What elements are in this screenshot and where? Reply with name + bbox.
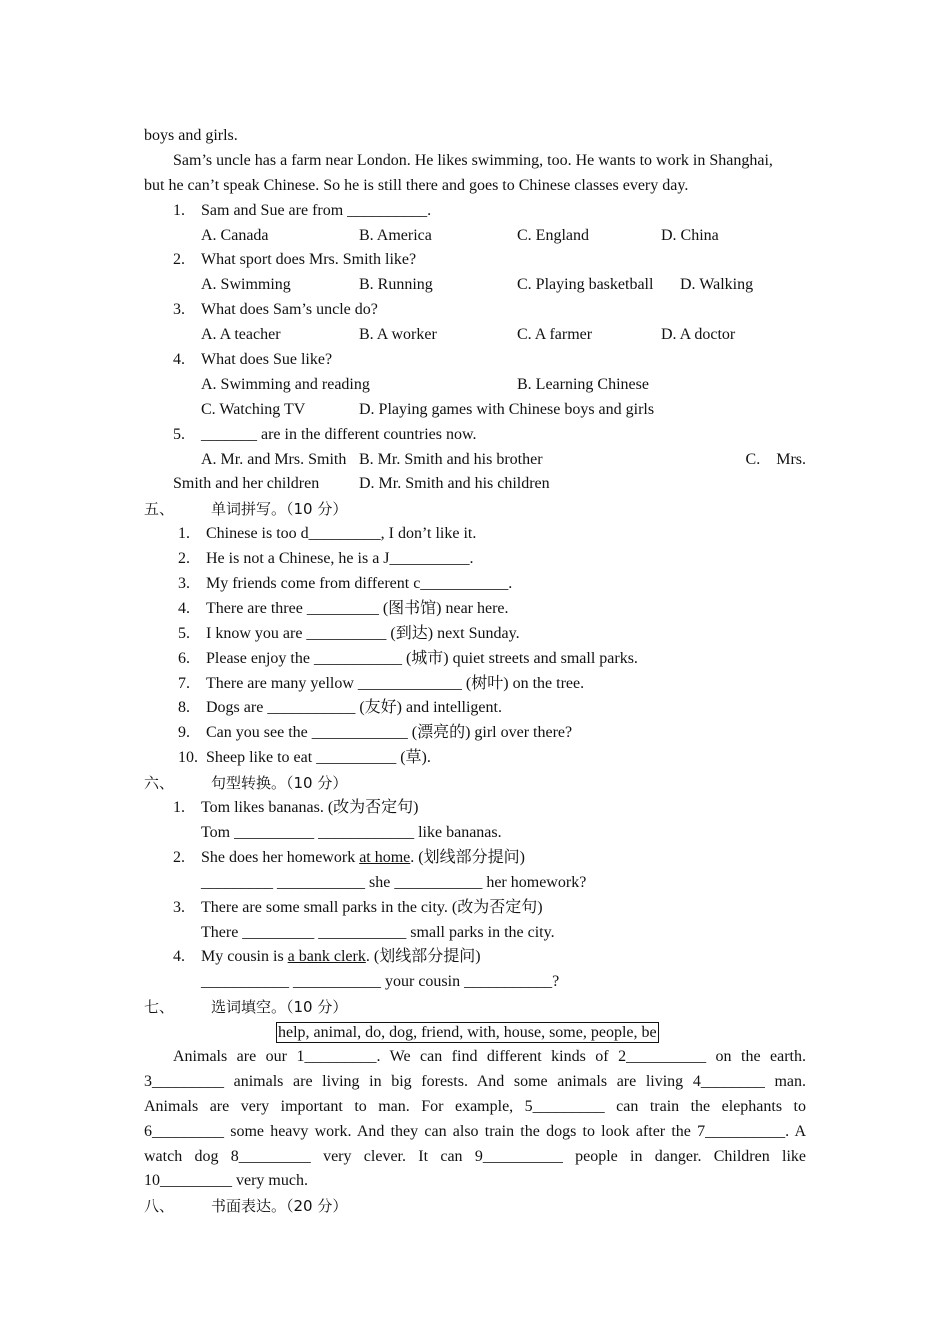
transform-answer-2: _________ ___________ she ___________ her homework?	[201, 873, 587, 891]
question-5-options	[144, 448, 806, 473]
transform-question-1: 1. Tom likes bananas. (改为否定句)	[173, 799, 419, 817]
option-d: D. Playing games with Chinese boys and girls	[359, 400, 655, 418]
transform-answer-3: There _________ ___________ small parks in the city.	[201, 923, 555, 941]
question-text: _______ are in the different countries now.	[201, 425, 477, 443]
question-2-options	[144, 273, 806, 298]
spelling-item: 7. There are many yellow _____________ (树叶) on the tree.	[178, 674, 585, 692]
question-text: What does Sam’s uncle do?	[201, 301, 378, 319]
question-text: Sam and Sue are from __________.	[201, 201, 432, 219]
option-b: B. Mr. Smith and his brother	[359, 450, 543, 468]
question-number: 4.	[173, 351, 185, 369]
section-heading	[144, 497, 806, 522]
option-d: D. Walking	[680, 276, 754, 294]
option-c: C. Mrs.	[745, 450, 806, 468]
underlined-phrase: a bank clerk	[287, 948, 366, 966]
option-a: A. Mr. and Mrs. Smith	[201, 450, 347, 468]
page-content	[144, 124, 806, 1219]
question-4-options-row2	[144, 398, 806, 423]
question-4	[144, 348, 806, 373]
section-title: 书面表达。（20 分）	[211, 1197, 348, 1216]
section-title: 句型转换。（10 分）	[211, 774, 348, 793]
transform-answer-1: Tom __________ ____________ like bananas.	[201, 823, 502, 841]
option-c: C. Playing basketball	[517, 276, 654, 294]
question-number: 2.	[173, 251, 185, 269]
question-3-options	[144, 323, 806, 348]
question-text: What does Sue like?	[201, 351, 333, 369]
section-number: 五、	[144, 500, 175, 519]
option-b: B. Running	[359, 276, 433, 294]
question-4-options	[144, 373, 806, 398]
passage-line: Sam’s uncle has a farm near London. He likes swimming, too. He wants to work in Shanghai,	[173, 151, 773, 169]
spelling-item: 3. My friends come from different c___________.	[178, 575, 513, 593]
spelling-item: 6. Please enjoy the ___________ (城市) quiet streets and small parks.	[178, 649, 638, 667]
spelling-item: 8. Dogs are ___________ (友好) and intelligent.	[178, 699, 502, 717]
spelling-item: 1. Chinese is too d_________, I don’t like it.	[178, 525, 477, 543]
option-a: A. Swimming	[201, 276, 291, 294]
passage-line: boys and girls.	[144, 127, 238, 144]
transform-question-2: 2. She does her homework at home. (划线部分提问)	[173, 848, 525, 866]
section-heading	[144, 995, 806, 1020]
question-2	[144, 248, 806, 273]
section-number: 六、	[144, 774, 175, 793]
word-bank-text: help, animal, do, dog, friend, with, house, some, people, be	[278, 1024, 657, 1042]
section-title: 选词填空。（10 分）	[211, 998, 348, 1017]
passage-line: but he can’t speak Chinese. So he is still there and goes to Chinese classes every day.	[144, 176, 689, 194]
question-number: 1.	[173, 201, 185, 219]
section-number: 七、	[144, 998, 175, 1017]
word-bank	[144, 1020, 806, 1045]
spelling-item: 4. There are three _________ (图书馆) near here.	[178, 599, 509, 617]
option-a: A. Swimming and reading	[201, 375, 370, 393]
section-heading	[144, 771, 806, 796]
option-a: A. A teacher	[201, 326, 281, 344]
question-1-options	[144, 224, 806, 249]
transform-question-3: 3. There are some small parks in the city. (改为否定句)	[173, 898, 543, 916]
option-b: B. America	[359, 226, 432, 244]
option-c: C. Watching TV	[201, 400, 306, 418]
option-d: D. A doctor	[661, 326, 736, 344]
question-text: What sport does Mrs. Smith like?	[201, 251, 417, 269]
option-b: B. A worker	[359, 326, 437, 344]
section-heading	[144, 1194, 806, 1219]
cloze-line: 10_________ very much.	[144, 1172, 308, 1190]
transform-question-4: 4. My cousin is a bank clerk. (划线部分提问)	[173, 948, 481, 966]
question-1	[144, 199, 806, 224]
question-5-options-row2	[144, 472, 806, 497]
option-c: C. England	[517, 226, 589, 244]
option-c-continued: Smith and her children	[173, 475, 320, 493]
cloze-line: 6_________ some heavy work. And they can also train the dogs to look after the 7__________. A	[144, 1122, 806, 1140]
spelling-item: 5. I know you are __________ (到达) next Sunday.	[178, 624, 520, 642]
cloze-line: 3_________ animals are living in big forests. And some animals are living 4________ man.	[144, 1072, 806, 1090]
spelling-item: 9. Can you see the ____________ (漂亮的) girl over there?	[178, 724, 573, 742]
section-number: 八、	[144, 1197, 175, 1216]
option-d: D. China	[661, 226, 719, 244]
cloze-line: Animals are very important to man. For example, 5_________ can train the elephants to	[144, 1097, 806, 1115]
option-a: A. Canada	[201, 226, 269, 244]
option-b: B. Learning Chinese	[517, 375, 649, 393]
option-d: D. Mr. Smith and his children	[359, 475, 550, 493]
question-number: 3.	[173, 301, 185, 319]
cloze-line: Animals are our 1_________. We can find different kinds of 2__________ on the earth.	[173, 1047, 806, 1065]
option-c: C. A farmer	[517, 326, 593, 344]
spelling-item: 10. Sheep like to eat __________ (草).	[178, 749, 431, 767]
question-5	[144, 423, 806, 448]
cloze-line: watch dog 8_________ very clever. It can 9__________ people in danger. Children like	[144, 1147, 806, 1165]
question-number: 5.	[173, 425, 185, 443]
spelling-item: 2. He is not a Chinese, he is a J__________.	[178, 550, 474, 568]
section-title: 单词拼写。（10 分）	[211, 500, 348, 519]
transform-answer-4: ___________ ___________ your cousin ___________?	[201, 973, 560, 991]
question-3	[144, 298, 806, 323]
underlined-phrase: at home	[359, 848, 411, 866]
